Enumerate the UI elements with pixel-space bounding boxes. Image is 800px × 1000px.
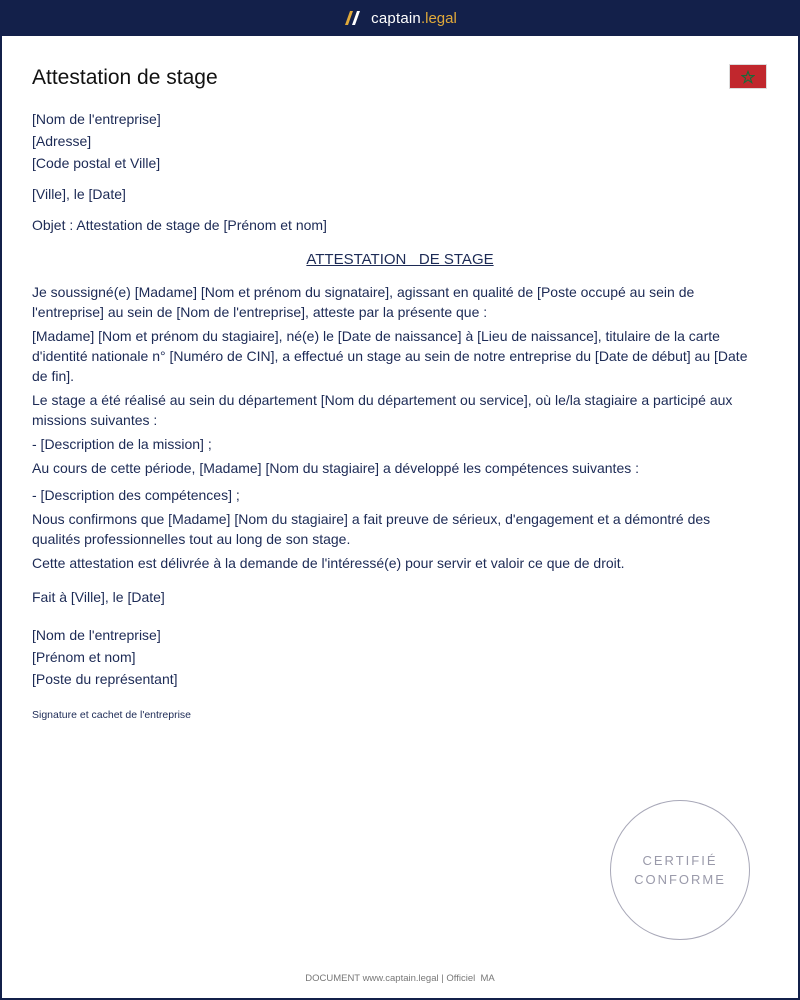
document-page bbox=[2, 36, 798, 998]
certified-stamp bbox=[610, 800, 750, 940]
paragraph-confirmation: Nous confirmons que [Madame] [Nom du stagiaire] a fait preuve de sérieux, d'engagement et a démontré des qualités professionnelles tout au long de son stage. bbox=[32, 511, 711, 547]
subject-line: Objet : Attestation de stage de [Prénom et nom] bbox=[32, 217, 327, 233]
brand-name: captain bbox=[371, 9, 421, 27]
paragraph-skills: Au cours de cette période, [Madame] [Nom du stagiaire] a développé les compétences suivantes : bbox=[32, 460, 640, 476]
mission-item: - [Description de la mission] ; bbox=[32, 436, 212, 452]
document-footer: DOCUMENT www.captain.legal | Officiel MA bbox=[305, 973, 495, 984]
top-bar bbox=[0, 0, 800, 36]
morocco-flag-icon bbox=[729, 64, 767, 89]
signatory-company: [Nom de l'entreprise] bbox=[32, 627, 161, 643]
sender-address: [Adresse] bbox=[32, 133, 92, 149]
place-date: [Ville], le [Date] bbox=[32, 186, 126, 202]
skills-item: - [Description des compétences] ; bbox=[32, 487, 240, 503]
stamp-line-1: CERTIFIÉ bbox=[642, 853, 718, 868]
paragraph-intro: Je soussigné(e) [Madame] [Nom et prénom du signataire], agissant en qualité de [Poste occupé au sein de l'entreprise] au sein de [Nom de l'entreprise], atteste par la présente que : bbox=[32, 284, 695, 320]
paragraph-purpose: Cette attestation est délivrée à la demande de l'intéressé(e) pour servir et valoir ce que de droit. bbox=[32, 555, 625, 571]
stamp-line-2: CONFORME bbox=[634, 872, 726, 887]
brand-logo[interactable] bbox=[343, 10, 457, 27]
signatory-position: [Poste du représentant] bbox=[32, 671, 178, 687]
sender-city: [Code postal et Ville] bbox=[32, 155, 161, 171]
brand-tld: .legal bbox=[420, 9, 457, 27]
star-icon bbox=[741, 70, 755, 84]
signatory-name: [Prénom et nom] bbox=[32, 649, 136, 665]
paragraph-department: Le stage a été réalisé au sein du département [Nom du département ou service], où le/la stagiaire a participé aux missions suivantes : bbox=[32, 392, 733, 428]
paragraph-intern: [Madame] [Nom et prénom du stagiaire], né(e) le [Date de naissance] à [Lieu de naissance], titulaire de la carte d'identité nationale n° [Numéro de CIN], a effectué un stage au sein de notre entreprise du [Date de début] au [Date de fin]. bbox=[32, 328, 748, 384]
heading-text: ATTESTATION DE STAGE bbox=[306, 251, 494, 268]
signature-label: Signature et cachet de l'entreprise bbox=[32, 709, 192, 721]
closing-place-date: Fait à [Ville], le [Date] bbox=[32, 589, 165, 605]
document-heading bbox=[2, 251, 798, 268]
captain-logo-icon bbox=[343, 10, 363, 26]
document-title: Attestation de stage bbox=[32, 66, 218, 89]
sender-company: [Nom de l'entreprise] bbox=[32, 111, 161, 127]
